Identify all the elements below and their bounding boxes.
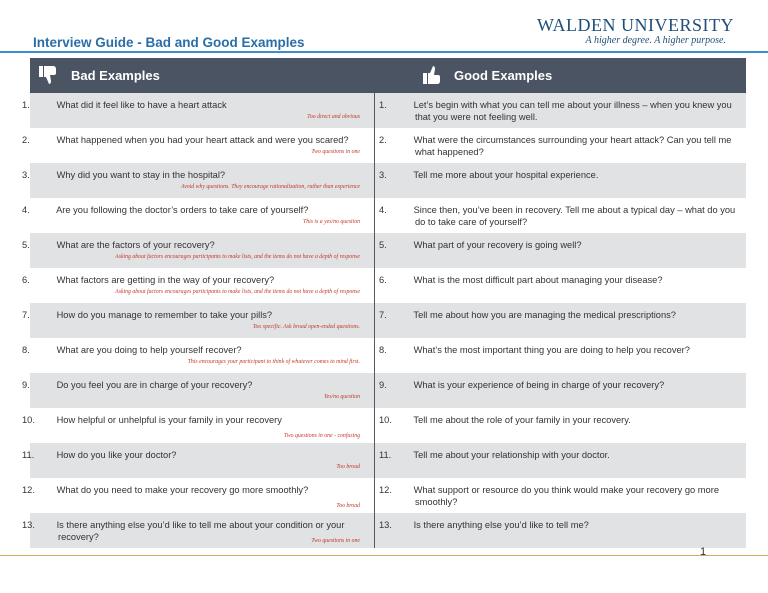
good-example-text <box>379 484 737 508</box>
good-example-number: 6. <box>379 275 387 285</box>
thumbs-down-icon <box>38 64 60 86</box>
page-title: Interview Guide - Bad and Good Examples <box>33 35 305 50</box>
footer-rule <box>0 555 768 556</box>
bad-example-cell <box>22 233 373 268</box>
good-example-question: Tell me more about your hospital experience. <box>413 170 599 180</box>
bad-example-cell <box>22 268 373 303</box>
good-example-question: What’s the most important thing you are doing to help you recover? <box>413 345 690 355</box>
bad-example-question: What factors are getting in the way of your recovery? <box>56 275 275 285</box>
table-row <box>22 128 746 163</box>
good-example-text <box>379 379 737 391</box>
bad-example-cell <box>22 373 373 408</box>
good-example-number: 11. <box>379 450 392 460</box>
good-example-cell <box>373 198 746 233</box>
bad-example-question: Why did you want to stay in the hospital? <box>56 170 226 180</box>
good-example-number: 12. <box>379 485 392 495</box>
critique-note: Too broad <box>336 503 360 509</box>
bad-example-question: What did it feel like to have a heart attack <box>56 100 227 110</box>
good-example-number: 3. <box>379 170 387 180</box>
bad-example-cell <box>22 128 373 163</box>
critique-note: Avoid why questions. They encourage rationalization, rather than experience <box>180 184 360 190</box>
good-example-question: Tell me about your relationship with your doctor. <box>413 450 610 460</box>
thumbs-up-icon <box>422 64 444 86</box>
bad-example-number: 5. <box>22 240 30 250</box>
bad-example-question: Are you following the doctor’s orders to take care of yourself? <box>56 205 309 215</box>
good-example-cell <box>373 443 746 478</box>
bad-example-text <box>22 449 370 461</box>
bad-example-question: What do you need to make your recovery go more smoothly? <box>56 485 309 495</box>
good-example-number: 13. <box>379 520 392 530</box>
bad-example-text <box>22 239 370 251</box>
good-example-cell <box>373 478 746 513</box>
bad-example-number: 7. <box>22 310 30 320</box>
bad-example-number: 12. <box>22 485 35 495</box>
good-example-question: Since then, you’ve been in recovery. Tell me about a typical day – what do you do to take care of yourself? <box>413 205 736 227</box>
bad-example-text <box>22 344 370 356</box>
header-bar <box>0 0 768 52</box>
good-example-text <box>379 239 737 251</box>
good-example-number: 7. <box>379 310 387 320</box>
good-example-text <box>379 134 737 158</box>
table-row <box>22 303 746 338</box>
good-example-cell <box>373 408 746 443</box>
bad-example-number: 8. <box>22 345 30 355</box>
table-row <box>22 233 746 268</box>
critique-note: Too direct and obvious <box>307 114 360 120</box>
critique-note: Asking about factors encourages participants to make lists, and the items do not have a depth of response <box>115 254 360 260</box>
good-example-question: Is there anything else you’d like to tell me? <box>413 520 589 530</box>
good-example-cell <box>373 513 746 548</box>
bad-example-cell <box>22 198 373 233</box>
critique-note: Too broad <box>336 464 360 470</box>
good-example-number: 4. <box>379 205 387 215</box>
table-row <box>22 93 746 128</box>
good-example-number: 5. <box>379 240 387 250</box>
good-example-cell <box>373 373 746 408</box>
good-example-number: 2. <box>379 135 387 145</box>
bad-example-number: 10. <box>22 415 35 425</box>
bad-examples-heading: Bad Examples <box>71 68 160 83</box>
bad-example-number: 1. <box>22 100 30 110</box>
good-example-cell <box>373 338 746 373</box>
logo-name: WALDEN UNIVERSITY <box>537 15 734 35</box>
good-example-text <box>379 519 737 531</box>
critique-note: This encourages your participant to think of whatever comes to mind first. <box>187 359 360 365</box>
good-example-cell <box>373 233 746 268</box>
good-example-question: Let’s begin with what you can tell me about your illness – when you knew you that you were not feeling well. <box>413 100 732 122</box>
good-example-cell <box>373 128 746 163</box>
table-row <box>22 198 746 233</box>
good-examples-heading: Good Examples <box>454 68 553 83</box>
bad-example-text <box>22 169 370 181</box>
bad-example-cell <box>22 408 373 443</box>
table-row <box>22 268 746 303</box>
bad-example-number: 11. <box>22 450 35 460</box>
table-row <box>22 338 746 373</box>
table-row <box>22 478 746 513</box>
good-example-question: What were the circumstances surrounding your heart attack? Can you tell me what happened? <box>413 135 732 157</box>
good-example-text <box>379 274 737 286</box>
bad-example-question: What are you doing to help yourself recover? <box>56 345 242 355</box>
table-row <box>22 513 746 548</box>
column-divider <box>374 93 375 548</box>
column-header <box>30 58 746 93</box>
good-example-question: Tell me about how you are managing the medical prescriptions? <box>413 310 676 320</box>
table-row <box>22 163 746 198</box>
good-example-number: 1. <box>379 100 387 110</box>
critique-note: Two questions in one <box>311 538 360 544</box>
good-example-text <box>379 99 737 123</box>
bad-example-cell <box>22 163 373 198</box>
good-example-text <box>379 414 737 426</box>
examples-table <box>22 93 746 548</box>
critique-note: Yes/no question <box>323 394 360 400</box>
bad-example-question: How do you like your doctor? <box>56 450 177 460</box>
bad-example-text <box>22 134 370 146</box>
good-example-text <box>379 204 737 228</box>
bad-example-cell <box>22 338 373 373</box>
good-example-text <box>379 344 737 356</box>
good-example-text <box>379 169 737 181</box>
bad-example-number: 2. <box>22 135 30 145</box>
good-example-number: 9. <box>379 380 387 390</box>
bad-example-number: 3. <box>22 170 30 180</box>
good-example-question: What support or resource do you think would make your recovery go more smoothly? <box>413 485 719 507</box>
bad-example-cell <box>22 478 373 513</box>
bad-example-text <box>22 484 370 496</box>
critique-note: Asking about factors encourages participants to make lists, and the items do not have a depth of response <box>115 289 360 295</box>
good-example-question: Tell me about the role of your family in your recovery. <box>413 415 631 425</box>
bad-example-question: How do you manage to remember to take your pills? <box>56 310 273 320</box>
good-example-number: 10. <box>379 415 392 425</box>
bad-example-number: 13. <box>22 520 35 530</box>
critique-note: Two questions in one - confusing <box>283 433 360 439</box>
table-row <box>22 373 746 408</box>
bad-example-text <box>22 99 370 111</box>
table-row <box>22 408 746 443</box>
good-example-cell <box>373 163 746 198</box>
bad-example-cell <box>22 303 373 338</box>
bad-example-question: What happened when you had your heart attack and were you scared? <box>56 135 349 145</box>
bad-example-question: How helpful or unhelpful is your family in your recovery <box>56 415 282 425</box>
good-example-text <box>379 449 737 461</box>
bad-example-text <box>22 414 370 426</box>
good-example-question: What is the most difficult part about managing your disease? <box>413 275 663 285</box>
good-example-cell <box>373 268 746 303</box>
good-example-number: 8. <box>379 345 387 355</box>
page-number: 1 <box>700 546 707 558</box>
bad-example-number: 9. <box>22 380 30 390</box>
bad-example-text <box>22 204 370 216</box>
good-example-text <box>379 309 737 321</box>
logo-tagline: A higher degree. A higher purpose. <box>585 35 726 46</box>
bad-example-question: Do you feel you are in charge of your recovery? <box>56 380 253 390</box>
header-rule <box>0 51 768 53</box>
bad-example-cell <box>22 443 373 478</box>
bad-example-number: 4. <box>22 205 30 215</box>
good-example-cell <box>373 303 746 338</box>
bad-example-cell <box>22 93 373 128</box>
bad-example-question: Is there anything else you’d like to tell me about your condition or your recovery? <box>56 520 345 542</box>
table-row <box>22 443 746 478</box>
good-example-cell <box>373 93 746 128</box>
bad-example-text <box>22 309 370 321</box>
bad-example-cell <box>22 513 373 548</box>
bad-example-text <box>22 379 370 391</box>
good-example-question: What is your experience of being in charge of your recovery? <box>413 380 665 390</box>
good-example-question: What part of your recovery is going well? <box>413 240 582 250</box>
critique-note: Two questions in one <box>311 149 360 155</box>
critique-note: Too specific. Ask broad open-ended questions. <box>252 324 360 330</box>
bad-example-question: What are the factors of your recovery? <box>56 240 215 250</box>
bad-example-number: 6. <box>22 275 30 285</box>
bad-example-text <box>22 274 370 286</box>
critique-note: This is a yes/no question <box>302 219 360 225</box>
